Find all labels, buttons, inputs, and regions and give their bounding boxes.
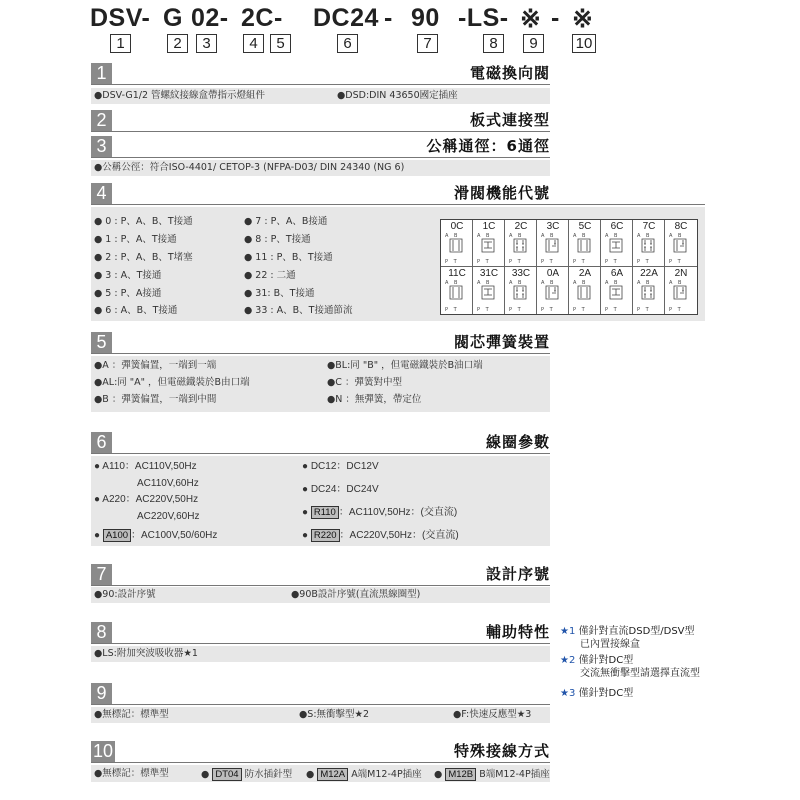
spool-cell-2c — [505, 220, 537, 267]
section-number: 7 — [91, 564, 112, 585]
coil-item: ● R110 ：AC110V,50Hz：(交直流) — [302, 507, 458, 518]
wiring-item — [201, 768, 292, 781]
section-title: 板式連接型 — [469, 111, 550, 129]
section-rule — [91, 704, 550, 705]
spool-code-label: 2A — [578, 268, 592, 279]
coil-value: AC220V,50Hz：(交直流) — [349, 530, 459, 541]
port-label-pt: P T — [541, 307, 555, 313]
spool-cell-11c — [441, 267, 473, 314]
section-title: 滑閥機能代號 — [453, 184, 550, 202]
section-4-header — [91, 183, 705, 204]
section-7-header — [91, 564, 550, 585]
bullet: ● — [302, 484, 309, 495]
code-seg-dash: - — [384, 4, 393, 32]
spring-item: ●AL:同 "A" ，但電磁鐵裝於B由口端 — [94, 377, 250, 388]
spool-code-label: 2C — [514, 221, 528, 232]
coil-code: A110 — [102, 461, 125, 472]
port-label-pt: P T — [669, 307, 683, 313]
section-5-header — [91, 332, 550, 353]
port-label-ab: A B — [605, 280, 620, 286]
section-1-content — [91, 88, 550, 104]
code-indices — [0, 34, 800, 54]
spool-code-label: 7C — [642, 221, 656, 232]
code-seg-mount: G — [163, 4, 183, 32]
section-rule — [91, 762, 550, 763]
port-label-pt: P T — [605, 307, 619, 313]
section-rule — [91, 353, 550, 354]
spool-symbol-icon — [448, 237, 464, 254]
port-label-pt: P T — [509, 259, 523, 265]
section-title: 公稱通徑：6通徑 — [426, 137, 550, 155]
coil-value: AC220V,50Hz — [135, 494, 199, 505]
port-label-ab: A B — [509, 233, 524, 239]
spool-symbol-icon — [640, 284, 656, 301]
spool-code-label: 3C — [546, 221, 560, 232]
spool-cell-22a — [633, 267, 665, 314]
port-label-pt: P T — [509, 307, 523, 313]
spool-symbol-icon — [576, 237, 592, 254]
section-8-content — [91, 646, 550, 662]
spool-code-label: 6C — [610, 221, 624, 232]
spool-cell-0c — [441, 220, 473, 267]
bullet: ● — [201, 769, 210, 780]
spring-item: ●N ：無彈簧，帶定位 — [327, 394, 422, 405]
spool-cell-5c — [569, 220, 601, 267]
port-label-ab: A B — [669, 280, 684, 286]
wiring-item — [94, 768, 169, 780]
section-8-header — [91, 622, 550, 643]
port-label-pt: P T — [477, 307, 491, 313]
index-box-6: 6 — [337, 34, 358, 53]
section-9-header — [91, 683, 550, 704]
coil-item: ● A220：AC220V,50Hz — [94, 494, 199, 505]
index-box-1: 1 — [110, 34, 131, 53]
section-6-content — [91, 456, 550, 546]
port-label-pt: P T — [445, 259, 459, 265]
section-rule — [91, 157, 550, 158]
wiring-tag: M12A — [317, 768, 348, 781]
spool-cell-2n — [665, 267, 697, 314]
bullet: ● — [306, 769, 315, 780]
spool-code-label: 31C — [479, 268, 499, 279]
footnote-3 — [560, 688, 633, 700]
index-box-4: 4 — [243, 34, 264, 53]
section-9-content — [91, 707, 550, 723]
port-label-ab: A B — [637, 233, 652, 239]
coil-item: ● DC12：DC12V — [302, 461, 379, 472]
index-box-5: 5 — [270, 34, 291, 53]
port-label-pt: P T — [669, 259, 683, 265]
coil-tag: A100 — [103, 529, 131, 542]
coil-code: A220 — [102, 494, 126, 505]
code-seg-reaction: ※ — [520, 5, 542, 33]
footnote-star: ★3 — [560, 688, 576, 699]
spool-cell-0a — [537, 267, 569, 314]
coil-value: AC110V,50Hz — [134, 461, 197, 472]
coil-tag: R220 — [311, 529, 340, 542]
coil-item: ● A100 ：AC100V,50/60Hz — [94, 530, 218, 541]
section-number: 5 — [91, 332, 112, 353]
coil-code: DC24 — [310, 484, 337, 495]
section-number: 10 — [92, 741, 114, 761]
wiring-text: 無標記：標準型 — [102, 768, 169, 779]
coil-item: ● R220 ：AC220V,50Hz：(交直流) — [302, 530, 459, 541]
port-label-ab: A B — [573, 233, 588, 239]
spool-code-label: 22A — [640, 268, 658, 279]
spool-cell-6c — [601, 220, 633, 267]
spool-cell-6a — [601, 267, 633, 314]
spool-symbol-icon — [544, 284, 560, 301]
section-3-content — [91, 160, 550, 176]
port-label-pt: P T — [541, 259, 555, 265]
footnote-line: 僅針對直流DSD型/DSV型 — [578, 626, 695, 637]
wiring-item — [306, 768, 422, 781]
wiring-text: 防水插針型 — [244, 769, 293, 780]
spool-cell-2a — [569, 267, 601, 314]
section-1-header — [91, 63, 550, 84]
port-label-pt: P T — [573, 307, 587, 313]
function-item: ● 6 : A、B、T接通 — [94, 305, 178, 316]
spool-code-label: 5C — [578, 221, 592, 232]
code-seg-series: DSV- — [90, 4, 151, 32]
section-title: 線圈參數 — [485, 433, 550, 451]
spool-symbol-icon — [544, 237, 560, 254]
coil-code: DC12 — [310, 461, 337, 472]
function-item: ● 2 : P、A、B、T堵塞 — [94, 252, 193, 263]
section-rule — [91, 453, 550, 454]
port-label-ab: A B — [477, 280, 492, 286]
bullet: ● — [94, 530, 101, 541]
index-box-3: 3 — [196, 34, 217, 53]
list-item: ●DSV-G1/2 管螺紋接線盒帶指示燈組件 — [94, 90, 266, 101]
spool-symbol-icon — [576, 284, 592, 301]
bullet: ● — [94, 768, 103, 779]
port-label-pt: P T — [605, 259, 619, 265]
coil-tag: R110 — [311, 506, 339, 519]
list-item: ●F:快速反應型★3 — [453, 709, 532, 720]
coil-item: ● A110：AC110V,50Hz — [94, 461, 197, 472]
code-seg-function: 2C- — [241, 4, 283, 32]
port-label-ab: A B — [445, 280, 460, 286]
section-6-header — [91, 432, 550, 453]
port-label-pt: P T — [637, 259, 651, 265]
port-label-pt: P T — [445, 307, 459, 313]
section-5-content — [91, 356, 550, 412]
spring-item: ●C ：彈簧對中型 — [327, 377, 402, 388]
footnote-star: ★1 — [560, 626, 576, 637]
port-label-ab: A B — [637, 280, 652, 286]
section-title: 電磁換向閥 — [469, 64, 550, 82]
spool-cell-8c — [665, 220, 697, 267]
function-item: ● 1 : P、A、T接通 — [94, 234, 177, 245]
bullet: ● — [94, 461, 101, 472]
wiring-tag: DT04 — [212, 768, 241, 781]
section-title: 設計序號 — [485, 565, 550, 583]
wiring-text: A端M12-4P插座 — [351, 769, 422, 780]
list-item: ●公稱公徑：符合ISO-4401/ CETOP-3 (NFPA-D03/ DIN 24340 (NG 6) — [94, 162, 405, 173]
spool-code-label: 1C — [482, 221, 496, 232]
coil-value: DC24V — [346, 484, 379, 495]
section-rule — [91, 84, 550, 85]
list-item: ●LS:附加突波吸收器★1 — [94, 648, 198, 659]
coil-item: AC110V,60Hz — [137, 478, 199, 489]
port-label-ab: A B — [541, 280, 556, 286]
section-number: 4 — [91, 183, 112, 204]
spool-code-label: 0C — [450, 221, 464, 232]
section-title: 輔助特性 — [485, 623, 550, 641]
bullet: ● — [302, 507, 309, 518]
spool-code-label: 8C — [674, 221, 688, 232]
code-seg-wiring: ※ — [572, 5, 594, 33]
bullet: ● — [434, 769, 443, 780]
spool-symbol-icon — [480, 284, 496, 301]
port-label-ab: A B — [541, 233, 556, 239]
function-item: ● 3 : A、T接通 — [94, 270, 162, 281]
spool-code-label: 11C — [448, 268, 466, 279]
bullet: ● — [94, 494, 101, 505]
code-seg-coil: DC24 — [313, 4, 379, 32]
port-label-pt: P T — [573, 259, 587, 265]
section-rule — [91, 204, 705, 205]
function-item: ● 8 : P、T接通 — [244, 234, 311, 245]
spool-symbol-icon — [512, 284, 528, 301]
footnote-line: 僅針對DC型 — [578, 688, 634, 699]
spring-item: ●B ：彈簧偏置，一端到中間 — [94, 394, 217, 405]
list-item: ●無標記：標準型 — [94, 709, 169, 720]
wiring-item — [434, 768, 550, 781]
spool-cell-1c — [473, 220, 505, 267]
spool-symbol-icon — [672, 284, 688, 301]
port-label-ab: A B — [477, 233, 492, 239]
section-number: 2 — [91, 110, 112, 131]
index-box-9: 9 — [523, 34, 544, 53]
index-box-10: 10 — [572, 34, 596, 53]
function-item: ● 22 : 二通 — [244, 270, 296, 281]
section-title: 特殊接線方式 — [453, 742, 550, 760]
footnote-2-cont: 交流無衝擊型請選擇直流型 — [580, 668, 700, 679]
code-seg-size: 02- — [191, 4, 229, 32]
section-number: 1 — [91, 63, 112, 84]
spool-code-label: 0A — [546, 268, 560, 279]
section-number: 9 — [91, 683, 112, 704]
code-seg-design: 90 — [411, 4, 440, 32]
function-item: ● 0 : P、A、B、T接通 — [94, 216, 193, 227]
function-item: ● 11 : P、B、T接通 — [244, 252, 333, 263]
spool-symbol-grid — [440, 219, 698, 315]
function-item: ● 33 : A、B、T接通節流 — [244, 305, 353, 316]
port-label-ab: A B — [669, 233, 684, 239]
footnote-star: ★2 — [560, 655, 576, 666]
coil-value: DC12V — [346, 461, 379, 472]
bullet: ● — [302, 530, 309, 541]
spool-symbol-icon — [672, 237, 688, 254]
spool-code-label: 2N — [674, 268, 688, 279]
coil-item: ● DC24：DC24V — [302, 484, 379, 495]
port-label-ab: A B — [509, 280, 524, 286]
section-title: 閥芯彈簧裝置 — [453, 333, 550, 351]
port-label-pt: P T — [477, 259, 491, 265]
section-number: 3 — [91, 136, 112, 157]
port-label-ab: A B — [445, 233, 460, 239]
spring-item: ●A ：彈簧偏置，一端到一端 — [94, 360, 217, 371]
footnote-1-cont: 已內置接線盒 — [580, 639, 640, 650]
section-rule — [91, 585, 550, 586]
port-label-pt: P T — [637, 307, 651, 313]
section-10-content — [91, 765, 550, 782]
spool-symbol-icon — [448, 284, 464, 301]
code-seg-aux: -LS- — [458, 4, 509, 32]
bullet: ● — [302, 461, 309, 472]
section-3-header — [91, 136, 550, 157]
spool-cell-3c — [537, 220, 569, 267]
function-item: ● 7 : P、A、B接通 — [244, 216, 328, 227]
function-item: ● 31: B、T接通 — [244, 288, 315, 299]
spool-symbol-icon — [608, 284, 624, 301]
footnote-1 — [560, 626, 695, 638]
spool-code-label: 6A — [610, 268, 624, 279]
coil-value: AC100V,50/60Hz — [141, 530, 218, 541]
section-2-header — [91, 110, 550, 131]
coil-item: AC220V,60Hz — [137, 511, 200, 522]
spool-symbol-icon — [608, 237, 624, 254]
spool-cell-7c — [633, 220, 665, 267]
spool-code-label: 33C — [511, 268, 531, 279]
section-rule — [91, 131, 550, 132]
spool-cell-31c — [473, 267, 505, 314]
section-number: 8 — [91, 622, 112, 643]
wiring-text: B端M12-4P插座 — [479, 769, 550, 780]
list-item: ●90:設計序號 — [94, 589, 156, 600]
code-seg-dash2: - — [551, 4, 560, 32]
wiring-tag: M12B — [445, 768, 476, 781]
function-item: ● 5 : P、A接通 — [94, 288, 162, 299]
section-7-content — [91, 587, 550, 603]
index-box-7: 7 — [417, 34, 438, 53]
spring-item: ●BL:同 "B" ，但電磁鐵裝於B油口端 — [327, 360, 483, 371]
port-label-ab: A B — [573, 280, 588, 286]
list-item: ●90B設計序號(直流黑線圈型) — [291, 589, 421, 600]
spool-cell-33c — [505, 267, 537, 314]
index-box-2: 2 — [167, 34, 188, 53]
list-item: ●DSD:DIN 43650國定插座 — [337, 90, 458, 101]
list-item: ●S:無衝擊型★2 — [299, 709, 370, 720]
footnote-2 — [560, 655, 633, 667]
spool-symbol-icon — [512, 237, 528, 254]
model-code — [0, 4, 800, 34]
spool-symbol-icon — [640, 237, 656, 254]
spool-symbol-icon — [480, 237, 496, 254]
port-label-ab: A B — [605, 233, 620, 239]
coil-value: AC110V,50Hz：(交直流) — [348, 507, 458, 518]
index-box-8: 8 — [483, 34, 504, 53]
section-number: 6 — [91, 432, 112, 453]
footnote-line: 僅針對DC型 — [578, 655, 634, 666]
section-10-header — [91, 741, 550, 762]
section-rule — [91, 643, 550, 644]
